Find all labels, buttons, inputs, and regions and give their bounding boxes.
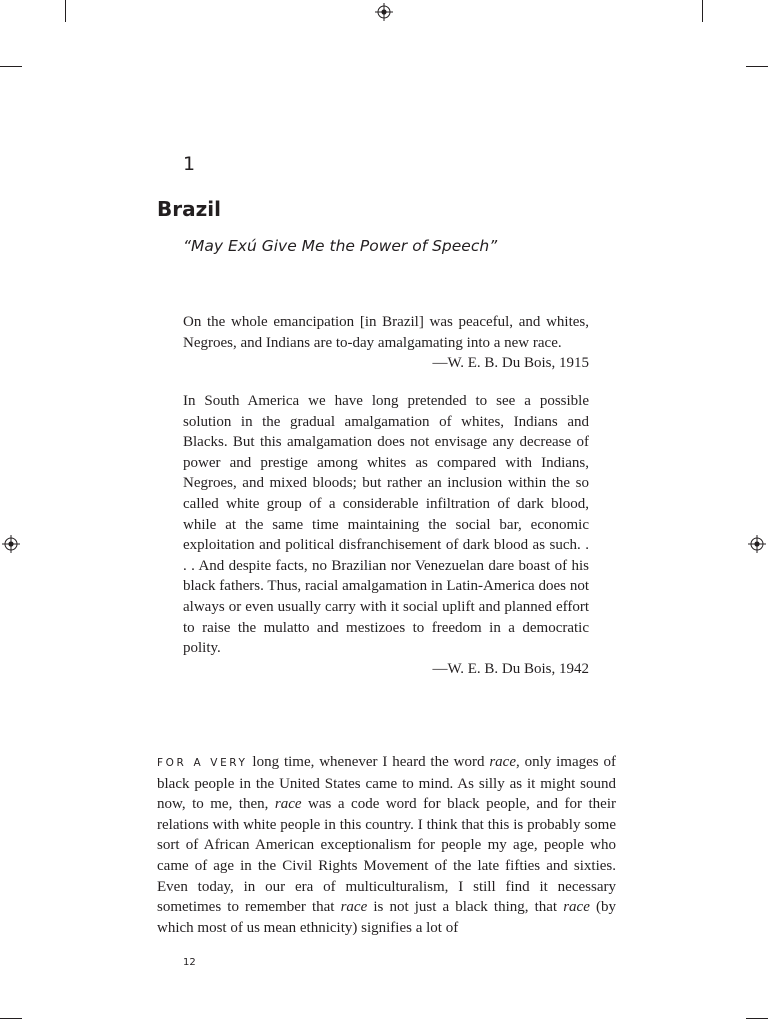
registration-mark-icon — [748, 535, 766, 553]
italic-term: race — [563, 899, 590, 916]
crop-mark — [702, 0, 703, 22]
italic-term: race — [274, 796, 302, 813]
epigraph — [183, 312, 589, 374]
page-number: 12 — [183, 957, 196, 968]
chapter-title: Brazil — [157, 197, 221, 221]
crop-mark — [746, 1018, 768, 1019]
crop-mark — [0, 66, 22, 67]
body-text-segment: , only images of black people in the United States came to mind. As silly as it might sound now, to me, then, — [157, 754, 616, 813]
body-text-segment: was a code word for black people, and for their relations with white people in this country. I think that this is probably some sort of African American exceptionalism for people my age, people who came of age in the Civil Rights Movement of the late fifties and sixties. Even today, in our era of multiculturalism, I still find it necessary sometimes to remember that — [157, 796, 616, 916]
epigraph-text: In South America we have long pretended to see a possible solution in the gradual amalgamation of whites, Indians and Blacks. But this amalgamation does not envisage any decrease of power and prestige among whites as compared with Indians, Negroes, and mixed bloods; but rather an inclusion within the so called white group of a considerable infiltration of dark blood, while at the same time maintaining the social bar, economic exploitation and political disfranchisement of dark blood as such. . . . And despite facts, no Brazilian nor Venezuelan dare boast of his black fathers. Thus, racial amalgamation in Latin-America does not always or even usually carry with it social uplift and planned effort to raise the mulatto and mestizoes to freedom in a democratic polity. — [183, 393, 589, 657]
epigraph — [183, 391, 589, 679]
italic-term: race — [340, 899, 368, 916]
registration-mark-icon — [2, 535, 20, 553]
crop-mark — [746, 66, 768, 67]
body-text-segment: (by which most of us mean ethnicity) signifies a lot of — [157, 899, 616, 936]
epigraph-attribution: —W. E. B. Du Bois, 1915 — [432, 355, 589, 372]
chapter-subtitle: “May Exú Give Me the Power of Speech” — [183, 237, 498, 255]
lead-in-smallcaps: FOR A VERY — [157, 757, 248, 769]
chapter-number: 1 — [183, 153, 196, 175]
epigraph-attribution: —W. E. B. Du Bois, 1942 — [432, 660, 589, 677]
epigraph-text: On the whole emancipation [in Brazil] was peaceful, and whites, Negroes, and Indians are to-day amalgamating into a new race. — [183, 314, 589, 351]
crop-mark — [0, 1018, 22, 1019]
body-paragraph — [157, 752, 616, 938]
registration-mark-icon — [375, 3, 393, 21]
italic-term: race — [489, 754, 516, 770]
body-text-segment: is not just a black thing, that — [367, 899, 564, 916]
crop-mark — [65, 0, 66, 22]
body-text-segment: long time, whenever I heard the word — [247, 754, 490, 770]
